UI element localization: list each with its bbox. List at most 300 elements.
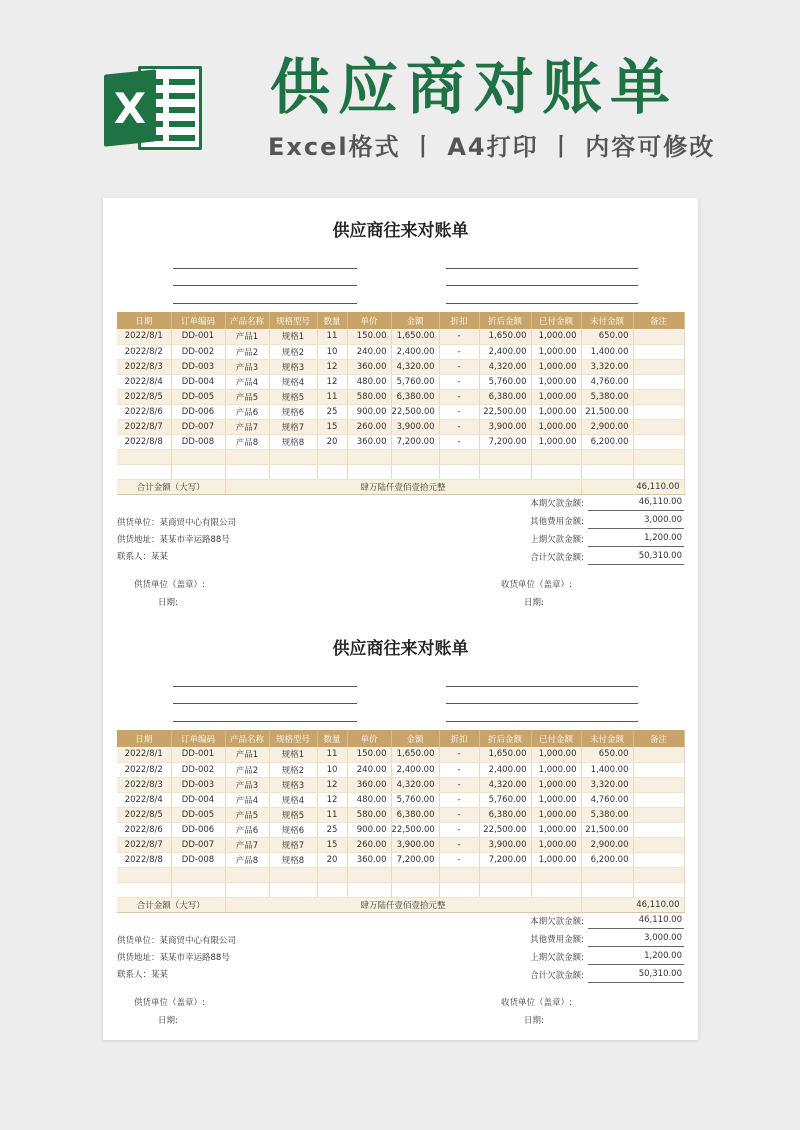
table-cell: 2022/8/1 (117, 329, 171, 344)
table-cell: 4,320.00 (391, 777, 439, 792)
table-cell: DD-007 (171, 419, 225, 434)
table-cell: 15 (317, 419, 347, 434)
column-header: 数量 (317, 730, 347, 747)
table-cell: 2022/8/4 (117, 374, 171, 389)
table-cell: 规格5 (269, 389, 317, 404)
table-cell (479, 464, 531, 479)
page-subtitle: Excel格式 丨 A4打印 丨 内容可修改 (268, 133, 716, 161)
column-header: 备注 (633, 312, 684, 329)
table-cell: 150.00 (347, 747, 391, 762)
table-cell: - (439, 822, 479, 837)
table-cell: DD-007 (171, 837, 225, 852)
table-cell (633, 389, 684, 404)
table-cell: 11 (317, 747, 347, 762)
table-cell: 1,000.00 (531, 762, 581, 777)
table-cell: 22,500.00 (391, 822, 439, 837)
table-cell (117, 867, 171, 882)
table-cell: 12 (317, 792, 347, 807)
table-cell (633, 882, 684, 897)
column-header: 产品名称 (225, 730, 269, 747)
remark-field[interactable] (446, 721, 638, 722)
table-cell: - (439, 434, 479, 449)
table-cell: 21,500.00 (581, 822, 633, 837)
summary-label: 合计欠款金额: (530, 553, 584, 563)
table-cell: 产品6 (225, 404, 269, 419)
receiver-date-label: 日期: (524, 1016, 544, 1026)
table-cell: 480.00 (347, 792, 391, 807)
table-cell: - (439, 792, 479, 807)
table-cell: 5,760.00 (391, 374, 439, 389)
table-cell (581, 882, 633, 897)
table-cell (633, 792, 684, 807)
table-cell (633, 374, 684, 389)
contact-address-field[interactable] (173, 285, 357, 286)
supplier-unit: 供货单位：某商贸中心有限公司 (117, 518, 237, 528)
table-cell: 2022/8/6 (117, 822, 171, 837)
table-cell: 产品3 (225, 777, 269, 792)
summary-underline (588, 946, 684, 947)
table-cell: 产品5 (225, 389, 269, 404)
table-cell: 2022/8/3 (117, 359, 171, 374)
summary-row (424, 912, 684, 929)
table-cell: DD-005 (171, 389, 225, 404)
table-cell: 产品7 (225, 837, 269, 852)
table-cell (269, 882, 317, 897)
excel-logo-icon (104, 58, 204, 156)
table-cell: - (439, 762, 479, 777)
total-label: 合计金额（大写） (117, 897, 225, 912)
receiver-name-field[interactable] (173, 686, 357, 687)
receiver-seal-label: 收货单位（盖章）: (501, 998, 572, 1008)
table-cell: 规格2 (269, 344, 317, 359)
table-cell: 5,380.00 (581, 389, 633, 404)
table-cell (633, 404, 684, 419)
column-header: 已付金额 (531, 312, 581, 329)
table-cell (633, 837, 684, 852)
table-row (117, 404, 684, 419)
supplier-date-label: 日期: (158, 598, 178, 608)
supplier-address: 供货地址：某某市幸运路88号 (117, 953, 230, 963)
column-header: 订单编码 (171, 312, 225, 329)
table-cell: 6,200.00 (581, 852, 633, 867)
table-cell: 1,400.00 (581, 762, 633, 777)
table-cell (633, 419, 684, 434)
table-cell: 4,760.00 (581, 792, 633, 807)
table-cell (225, 867, 269, 882)
table-cell: DD-005 (171, 807, 225, 822)
table-cell (225, 882, 269, 897)
summary-underline (588, 982, 684, 983)
summary-row (424, 948, 684, 965)
column-header: 已付金额 (531, 730, 581, 747)
table-cell: - (439, 777, 479, 792)
table-row (117, 344, 684, 359)
contact-address-field[interactable] (173, 703, 357, 704)
table-cell (269, 449, 317, 464)
table-cell: 产品8 (225, 852, 269, 867)
table-cell (633, 359, 684, 374)
table-cell (391, 449, 439, 464)
table-cell (439, 867, 479, 882)
table-cell: 20 (317, 852, 347, 867)
table-cell: 3,320.00 (581, 777, 633, 792)
column-header: 未付金额 (581, 312, 633, 329)
table-cell: DD-008 (171, 852, 225, 867)
summary-label: 本期欠款金额: (530, 917, 584, 927)
table-cell: 规格1 (269, 329, 317, 344)
table-cell: 1,650.00 (391, 329, 439, 344)
table-cell: - (439, 389, 479, 404)
column-header: 折后金额 (479, 312, 531, 329)
table-cell: 260.00 (347, 837, 391, 852)
table-cell: 2022/8/1 (117, 747, 171, 762)
table-cell (317, 867, 347, 882)
supplier-contact: 联系人：某某 (117, 970, 169, 980)
table-cell: 900.00 (347, 822, 391, 837)
table-cell (171, 449, 225, 464)
supplier-address: 供货地址：某某市幸运路88号 (117, 535, 230, 545)
table-cell: - (439, 359, 479, 374)
table-cell: 360.00 (347, 359, 391, 374)
table-cell: 2022/8/4 (117, 792, 171, 807)
contact-method-field[interactable] (173, 721, 357, 722)
summary-value: 1,200.00 (644, 533, 682, 543)
table-cell: 1,650.00 (479, 747, 531, 762)
table-cell: 360.00 (347, 434, 391, 449)
table-cell: 2,400.00 (391, 344, 439, 359)
table-cell: 6,380.00 (391, 389, 439, 404)
column-header: 数量 (317, 312, 347, 329)
table-cell (633, 852, 684, 867)
table-cell: 3,900.00 (479, 837, 531, 852)
table-cell: - (439, 747, 479, 762)
table-cell: 2022/8/2 (117, 344, 171, 359)
table-cell: 11 (317, 329, 347, 344)
table-cell (391, 882, 439, 897)
table-cell: 1,000.00 (531, 329, 581, 344)
table-cell: 规格6 (269, 822, 317, 837)
table-cell: 1,000.00 (531, 419, 581, 434)
table-cell: 20 (317, 434, 347, 449)
table-cell: 产品5 (225, 807, 269, 822)
table-cell: 1,000.00 (531, 852, 581, 867)
period-field[interactable] (446, 268, 638, 269)
column-header: 备注 (633, 730, 684, 747)
remark-field[interactable] (446, 303, 638, 304)
supplier-seal-label: 供货单位（盖章）: (134, 580, 205, 590)
table-cell: 4,320.00 (479, 777, 531, 792)
table-cell (269, 867, 317, 882)
table-cell: - (439, 807, 479, 822)
table-cell: 25 (317, 822, 347, 837)
column-header: 产品名称 (225, 312, 269, 329)
receiver-date-label: 日期: (524, 598, 544, 608)
table-cell: 260.00 (347, 419, 391, 434)
total-in-words: 肆万陆仟壹佰壹拾元整 (225, 897, 581, 912)
summary-underline (588, 928, 684, 929)
table-cell (117, 882, 171, 897)
table-cell: 2022/8/5 (117, 389, 171, 404)
table-cell: 产品8 (225, 434, 269, 449)
table-cell (479, 449, 531, 464)
table-cell: 240.00 (347, 344, 391, 359)
table-cell: 240.00 (347, 762, 391, 777)
summary-label: 上期欠款金额: (530, 953, 584, 963)
table-cell (633, 329, 684, 344)
summary-underline (588, 546, 684, 547)
supplier-date-label: 日期: (158, 1016, 178, 1026)
statement-section (103, 198, 698, 608)
period-field[interactable] (446, 686, 638, 687)
table-cell: 2,400.00 (479, 762, 531, 777)
column-header: 规格型号 (269, 730, 317, 747)
column-header: 折扣 (439, 312, 479, 329)
column-header: 单价 (347, 730, 391, 747)
summary-row (424, 930, 684, 947)
statement-date-field[interactable] (446, 285, 638, 286)
table-cell (633, 464, 684, 479)
table-cell: 480.00 (347, 374, 391, 389)
table-cell: 2022/8/7 (117, 419, 171, 434)
summary-row (424, 530, 684, 547)
table-cell: 1,000.00 (531, 434, 581, 449)
table-cell (347, 882, 391, 897)
table-cell (439, 464, 479, 479)
table-row (117, 762, 684, 777)
table-cell (117, 449, 171, 464)
table-row (117, 867, 684, 882)
table-cell: 7,200.00 (391, 434, 439, 449)
table-cell: 7,200.00 (391, 852, 439, 867)
table-cell: 1,000.00 (531, 837, 581, 852)
table-cell (347, 449, 391, 464)
summary-underline (588, 964, 684, 965)
table-cell: 1,000.00 (531, 792, 581, 807)
table-cell: 22,500.00 (479, 822, 531, 837)
table-cell: 25 (317, 404, 347, 419)
column-header: 单价 (347, 312, 391, 329)
table-cell: 12 (317, 359, 347, 374)
receiver-seal-label: 收货单位（盖章）: (501, 580, 572, 590)
table-row (117, 419, 684, 434)
table-cell: 4,320.00 (479, 359, 531, 374)
table-row (117, 777, 684, 792)
table-cell: 2022/8/6 (117, 404, 171, 419)
contact-method-field[interactable] (173, 303, 357, 304)
table-cell (479, 882, 531, 897)
table-cell: 7,200.00 (479, 434, 531, 449)
table-cell: 900.00 (347, 404, 391, 419)
summary-underline (588, 528, 684, 529)
table-cell: 650.00 (581, 747, 633, 762)
table-cell: 规格4 (269, 792, 317, 807)
total-row (117, 897, 684, 912)
statement-date-field[interactable] (446, 703, 638, 704)
table-cell: - (439, 419, 479, 434)
table-cell: 规格5 (269, 807, 317, 822)
table-cell: 2022/8/8 (117, 852, 171, 867)
table-cell (531, 867, 581, 882)
column-header: 日期 (117, 730, 171, 747)
statement-section (103, 616, 698, 1026)
column-header: 规格型号 (269, 312, 317, 329)
table-cell: 规格8 (269, 852, 317, 867)
table-cell: 6,380.00 (479, 807, 531, 822)
table-cell: 6,380.00 (391, 807, 439, 822)
table-cell: 1,000.00 (531, 359, 581, 374)
table-cell: 规格7 (269, 837, 317, 852)
table-cell (581, 867, 633, 882)
table-cell (633, 434, 684, 449)
table-cell (531, 449, 581, 464)
column-header: 日期 (117, 312, 171, 329)
table-header-row (117, 730, 684, 747)
summary-value: 46,110.00 (638, 915, 682, 925)
table-row (117, 389, 684, 404)
table-cell: 2022/8/2 (117, 762, 171, 777)
table-row (117, 837, 684, 852)
table-cell: 6,380.00 (479, 389, 531, 404)
table-cell: 21,500.00 (581, 404, 633, 419)
table-row (117, 329, 684, 344)
table-cell: 产品3 (225, 359, 269, 374)
receiver-name-field[interactable] (173, 268, 357, 269)
table-cell: 12 (317, 374, 347, 389)
summary-row (424, 966, 684, 983)
table-cell (479, 867, 531, 882)
table-cell: 产品6 (225, 822, 269, 837)
column-header: 金额 (391, 730, 439, 747)
table-cell: 22,500.00 (391, 404, 439, 419)
total-label: 合计金额（大写） (117, 479, 225, 494)
table-cell: 360.00 (347, 852, 391, 867)
table-cell (347, 464, 391, 479)
table-cell: 11 (317, 807, 347, 822)
summary-label: 本期欠款金额: (530, 499, 584, 509)
table-row (117, 747, 684, 762)
table-cell (581, 464, 633, 479)
table-cell (633, 777, 684, 792)
table-cell: 580.00 (347, 807, 391, 822)
table-cell: DD-002 (171, 762, 225, 777)
table-cell (633, 747, 684, 762)
table-row (117, 792, 684, 807)
column-header: 折扣 (439, 730, 479, 747)
table-cell: 规格2 (269, 762, 317, 777)
table-cell: 规格1 (269, 747, 317, 762)
table-cell: 产品4 (225, 792, 269, 807)
column-header: 折后金额 (479, 730, 531, 747)
table-cell: 产品2 (225, 762, 269, 777)
table-cell (317, 464, 347, 479)
table-cell: 3,900.00 (391, 419, 439, 434)
table-cell: 5,760.00 (479, 792, 531, 807)
table-cell: 1,000.00 (531, 807, 581, 822)
table-cell: 产品1 (225, 329, 269, 344)
column-header: 订单编码 (171, 730, 225, 747)
table-cell (269, 464, 317, 479)
excel-badge-letter: X (113, 84, 147, 133)
table-cell: 10 (317, 344, 347, 359)
table-cell: 7,200.00 (479, 852, 531, 867)
table-cell: 4,320.00 (391, 359, 439, 374)
table-cell (391, 464, 439, 479)
table-cell (633, 822, 684, 837)
table-cell (171, 882, 225, 897)
total-value: 46,110.00 (581, 479, 684, 494)
table-cell: DD-006 (171, 822, 225, 837)
total-in-words: 肆万陆仟壹佰壹拾元整 (225, 479, 581, 494)
table-cell: 3,900.00 (391, 837, 439, 852)
table-row (117, 449, 684, 464)
table-cell: 2022/8/3 (117, 777, 171, 792)
table-cell (531, 882, 581, 897)
table-cell: DD-008 (171, 434, 225, 449)
table-cell (347, 867, 391, 882)
table-cell: 规格4 (269, 374, 317, 389)
table-cell: 3,320.00 (581, 359, 633, 374)
table-cell: 2,400.00 (479, 344, 531, 359)
table-cell: DD-001 (171, 329, 225, 344)
statement-title: 供应商往来对账单 (332, 221, 469, 241)
statement-title: 供应商往来对账单 (332, 639, 469, 659)
table-cell (171, 464, 225, 479)
summary-value: 3,000.00 (644, 515, 682, 525)
table-cell: 2,400.00 (391, 762, 439, 777)
supplier-seal-label: 供货单位（盖章）: (134, 998, 205, 1008)
table-row (117, 374, 684, 389)
table-cell: - (439, 329, 479, 344)
table-cell: 4,760.00 (581, 374, 633, 389)
table-cell: 1,000.00 (531, 344, 581, 359)
summary-value: 50,310.00 (638, 551, 682, 561)
statement-paper (103, 198, 698, 1040)
table-row (117, 852, 684, 867)
table-cell: 1,000.00 (531, 777, 581, 792)
summary-label: 上期欠款金额: (530, 535, 584, 545)
table-cell (225, 464, 269, 479)
table-cell: 10 (317, 762, 347, 777)
table-row (117, 434, 684, 449)
table-cell: 2,900.00 (581, 419, 633, 434)
table-cell: 5,760.00 (479, 374, 531, 389)
excel-badge (104, 69, 156, 146)
summary-underline (588, 510, 684, 511)
table-cell: 产品7 (225, 419, 269, 434)
table-cell (633, 449, 684, 464)
table-cell (225, 449, 269, 464)
table-cell: DD-001 (171, 747, 225, 762)
table-cell: 产品4 (225, 374, 269, 389)
supplier-contact: 联系人：某某 (117, 552, 169, 562)
summary-value: 3,000.00 (644, 933, 682, 943)
table-cell: 产品1 (225, 747, 269, 762)
table-cell (439, 882, 479, 897)
table-cell: 规格7 (269, 419, 317, 434)
table-cell: 产品2 (225, 344, 269, 359)
table-cell (317, 449, 347, 464)
table-cell (633, 344, 684, 359)
table-cell: 规格6 (269, 404, 317, 419)
table-cell: 3,900.00 (479, 419, 531, 434)
table-cell (439, 449, 479, 464)
total-row (117, 479, 684, 494)
table-cell (317, 882, 347, 897)
table-cell: 1,000.00 (531, 389, 581, 404)
supplier-unit: 供货单位：某商贸中心有限公司 (117, 936, 237, 946)
table-cell (171, 867, 225, 882)
summary-value: 1,200.00 (644, 951, 682, 961)
